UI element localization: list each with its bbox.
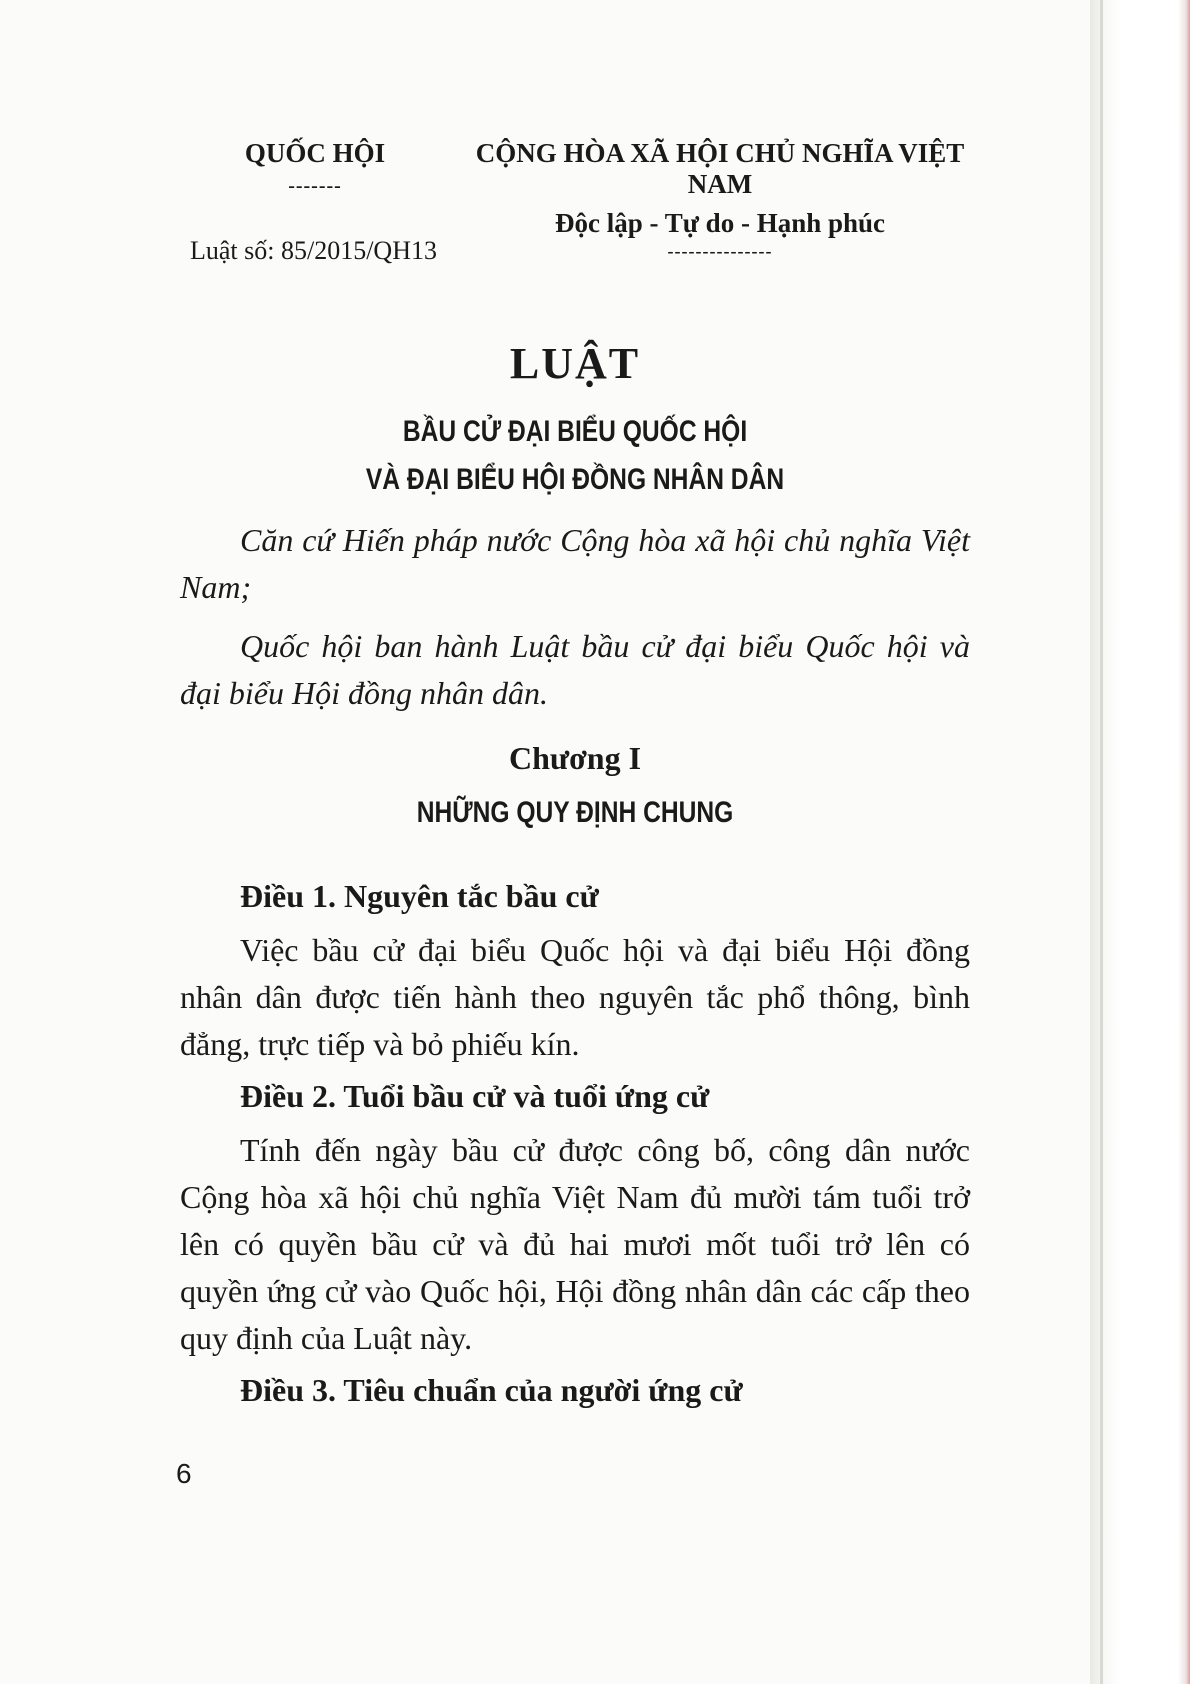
book-spine-edge (1090, 0, 1190, 1684)
article-1-body (180, 927, 970, 1068)
subtitle-line-2: VÀ ĐẠI BIỂU HỘI ĐỒNG NHÂN DÂN (365, 463, 785, 496)
issuing-body-divider: ------- (288, 175, 342, 197)
article-paragraph: Việc bầu cử đại biểu Quốc hội và đại biểu Hội đồng nhân dân được tiến hành theo nguyên tắc phổ thông, bình đẳng, trực tiếp và bỏ phiếu kín. (180, 932, 970, 1062)
article-3-heading: Điều 3. Tiêu chuẩn của người ứng cử (240, 1372, 743, 1408)
article-paragraph: Tính đến ngày bầu cử được công bố, công dân nước Cộng hòa xã hội chủ nghĩa Việt Nam đủ mười tám tuổi trở lên có quyền bầu cử và đủ hai mươi mốt tuổi trở lên có quyền ứng cử vào Quốc hội, Hội đồng nhân dân các cấp theo quy định của Luật này. (180, 1132, 970, 1356)
issuing-body-name: QUỐC HỘI (244, 138, 386, 168)
subtitle-line-1: BẦU CỬ ĐẠI BIỂU QUỐC HỘI (402, 415, 748, 448)
motto-divider: --------------- (667, 241, 773, 261)
article-1-heading: Điều 1. Nguyên tắc bầu cử (240, 878, 599, 914)
issuing-body (240, 138, 390, 198)
country-name: CỘNG HÒA XÃ HỘI CHỦ NGHĨA VIỆT NAM (475, 138, 965, 199)
chapter-label: Chương I (508, 740, 642, 776)
preamble-paragraph: Căn cứ Hiến pháp nước Cộng hòa xã hội chủ nghĩa Việt Nam; (180, 522, 970, 605)
document-subtitle (104, 408, 1047, 504)
page-number: 6 (176, 1458, 192, 1489)
preamble-paragraph: Quốc hội ban hành Luật bầu cử đại biểu Quốc hội và đại biểu Hội đồng nhân dân. (180, 628, 970, 711)
preamble (180, 517, 970, 717)
motto: Độc lập - Tự do - Hạnh phúc (554, 208, 886, 238)
page-edge-line (1100, 0, 1103, 1684)
article-2-body (180, 1127, 970, 1362)
document-title: LUẬT (509, 339, 641, 388)
law-number: Luật số: 85/2015/QH13 (190, 236, 437, 265)
national-motto (450, 138, 990, 262)
article-2-heading: Điều 2. Tuổi bầu cử và tuổi ứng cử (240, 1078, 710, 1114)
chapter-title: NHỮNG QUY ĐỊNH CHUNG (416, 796, 734, 829)
